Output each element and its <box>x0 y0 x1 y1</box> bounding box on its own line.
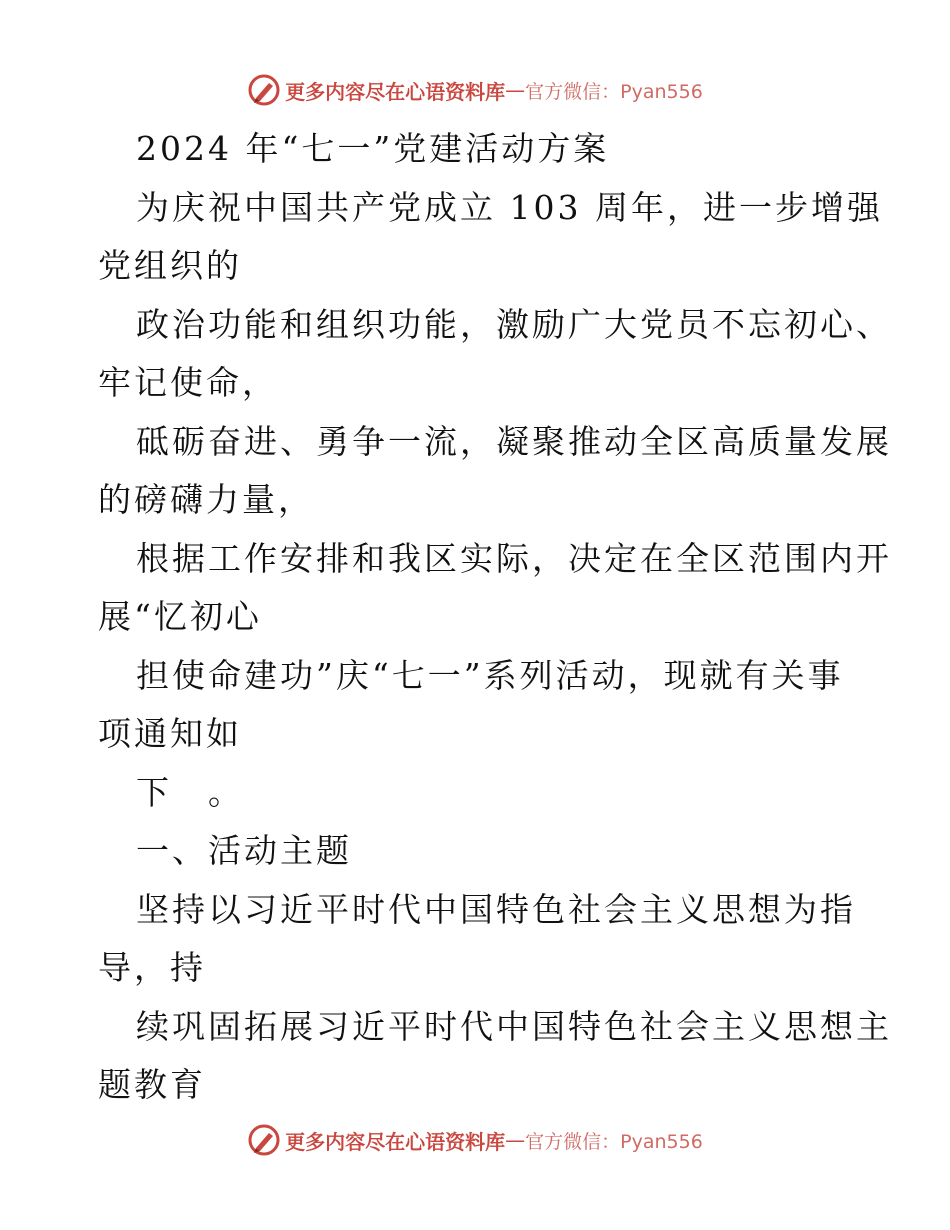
paragraph-line: 导，持 <box>98 948 206 987</box>
watermark-main-text: 更多内容尽在心语资料库 <box>285 1129 506 1154</box>
header-watermark <box>0 70 950 110</box>
paragraph-line: 牢记使命， <box>98 363 278 402</box>
paragraph-line: 项通知如 <box>98 714 242 753</box>
paragraph-line: 的磅礴力量， <box>98 480 314 519</box>
paragraph-line: 展“忆初心 <box>98 597 262 636</box>
watermark-sub-text: 官方微信：Pyan556 <box>525 80 703 103</box>
watermark-main-text: 更多内容尽在心语资料库 <box>285 79 506 104</box>
document-body <box>98 120 892 1115</box>
paragraph-line: 担使命建功”庆“七一”系列活动，现就有关事 <box>136 655 844 695</box>
document-title: 2024 年“七一”党建活动方案 <box>136 129 610 168</box>
watermark-dash: — <box>505 1128 526 1152</box>
pen-logo-icon <box>247 1123 281 1157</box>
paragraph-line: 砥砺奋进、勇争一流，凝聚推动全区高质量发展 <box>136 421 892 461</box>
watermark-sub-text: 官方微信：Pyan556 <box>525 1130 703 1153</box>
paragraph-line: 政治功能和组织功能，激励广大党员不忘初心、 <box>136 304 892 344</box>
pen-logo-icon <box>247 73 281 107</box>
paragraph-line: 为庆祝中国共产党成立 103 周年，进一步增强 <box>136 187 883 227</box>
paragraph-line: 题教育 <box>98 1065 206 1104</box>
paragraph-line: 下 。 <box>136 772 244 812</box>
paragraph-line: 党组织的 <box>98 246 242 285</box>
footer-watermark <box>0 1120 950 1160</box>
paragraph-line: 根据工作安排和我区实际，决定在全区范围内开 <box>136 538 892 578</box>
watermark-dash: — <box>505 78 526 102</box>
paragraph-line: 续巩固拓展习近平时代中国特色社会主义思想主 <box>136 1006 892 1046</box>
paragraph-line: 一、活动主题 <box>136 831 352 870</box>
paragraph-line: 坚持以习近平时代中国特色社会主义思想为指 <box>136 889 856 929</box>
